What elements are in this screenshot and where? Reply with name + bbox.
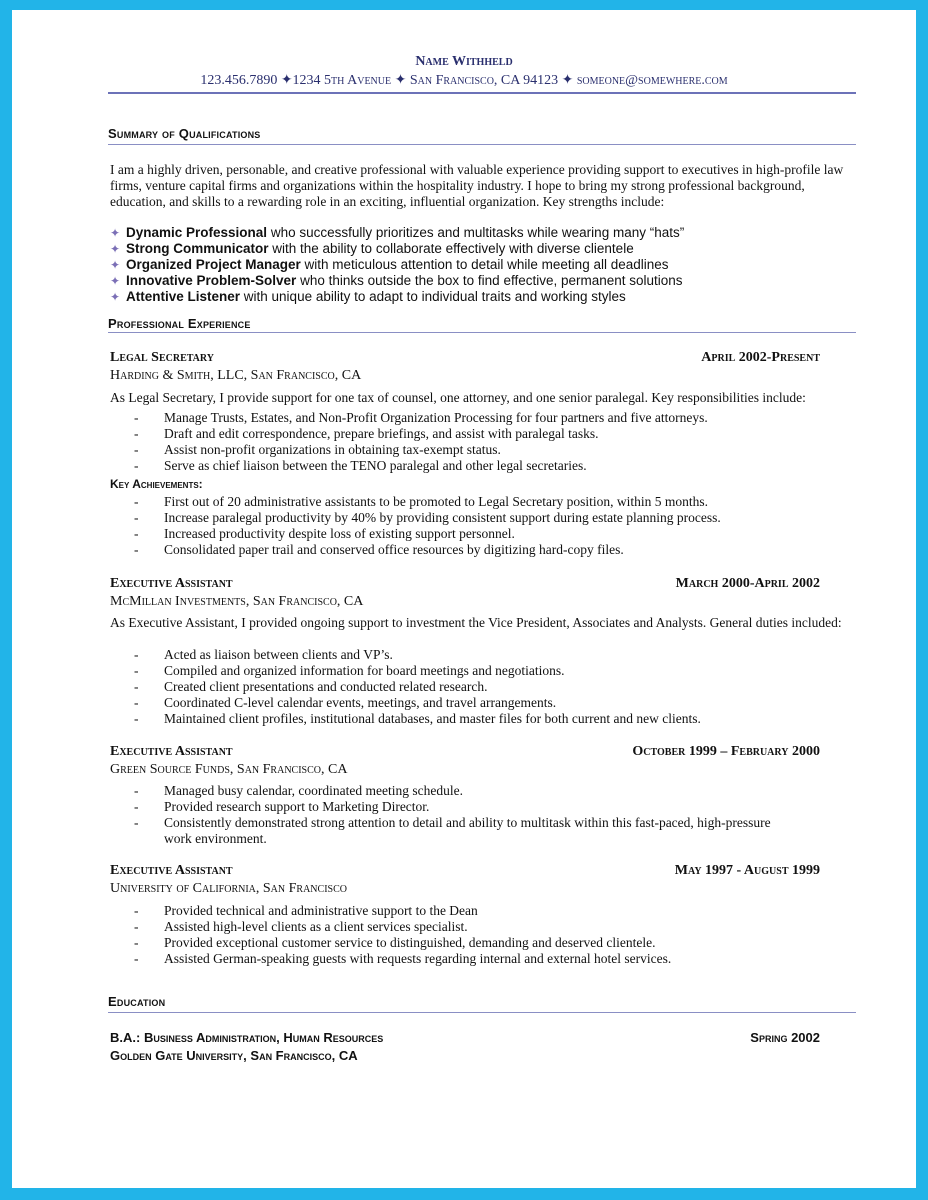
candidate-name: Name Withheld (415, 54, 513, 69)
header-divider (108, 92, 856, 94)
experience-section-title: Professional Experience (108, 316, 251, 331)
education-section-title: Education (108, 994, 166, 1009)
job-intro: As Executive Assistant, I provided ongoing support to investment the Vice President, Associates and Analysts. General duties included: (110, 615, 842, 630)
star-bullet-icon: ✦ (110, 226, 121, 240)
star-bullet-icon: ✦ (110, 242, 121, 256)
star-bullet-icon: ✦ (110, 258, 121, 272)
education-divider (108, 1012, 856, 1013)
summary-paragraph: I am a highly driven, personable, and creative professional with valuable experience providing support to executives in high-profile law firms, venture capital firms and organizations within the hospitality industry. I hope to bring my strong professional background, education, and skills to a rewarding role in an exciting, influential organization. Key strengths include: (110, 162, 844, 209)
job-dates: October 1999 – February 2000 (632, 744, 820, 759)
star-bullet-icon: ✦ (110, 274, 121, 288)
company-name: University of California, San Francisco (110, 881, 347, 896)
school: Golden Gate University, San Francisco, CA (110, 1048, 358, 1063)
company-name: Harding & Smith, LLC, San Francisco, CA (110, 368, 362, 383)
job-title: Executive Assistant (110, 576, 233, 591)
job-dates: April 2002-Present (701, 350, 820, 365)
experience-divider (108, 332, 856, 333)
strength-item: Strong Communicator with the ability to collaborate effectively with diverse clientele (126, 241, 634, 256)
degree: B.A.: Business Administration, Human Resources (110, 1030, 384, 1045)
contact-line: 123.456.7890 ✦1234 5th Avenue ✦ San Francisco, CA 94123 ✦ someone@somewhere.com (200, 73, 728, 88)
job-title: Legal Secretary (110, 350, 214, 365)
degree-date: Spring 2002 (750, 1030, 820, 1045)
summary-section-title: Summary of Qualifications (108, 126, 261, 141)
job-dates: March 2000-April 2002 (675, 576, 820, 591)
strength-item: Innovative Problem-Solver who thinks outside the box to find effective, permanent solutions (126, 273, 683, 288)
job-dates: May 1997 - August 1999 (674, 863, 820, 878)
company-name: McMillan Investments, San Francisco, CA (110, 594, 364, 609)
company-name: Green Source Funds, San Francisco, CA (110, 762, 348, 777)
job-title: Executive Assistant (110, 863, 233, 878)
summary-divider (108, 144, 856, 145)
achievements-label: Key Achievements: (110, 477, 203, 491)
job-title: Executive Assistant (110, 744, 233, 759)
job-intro: As Legal Secretary, I provide support for one tax of counsel, one attorney, and one senior paralegal. Key responsibilities include: (110, 390, 806, 405)
star-bullet-icon: ✦ (110, 290, 121, 304)
strength-item: Attentive Listener with unique ability to adapt to individual traits and working styles (126, 289, 626, 304)
strength-item: Organized Project Manager with meticulous attention to detail while meeting all deadlines (126, 257, 669, 272)
resume-page: Name Withheld 123.456.7890 ✦1234 5th Avenue ✦ San Francisco, CA 94123 ✦ someone@somewhere.com Summary of Qualifications I am a highly driven, personable, and creative professional with valuable experience providing support to executives in high-profile law firms, venture capital firms and organizations within the hospitality industry. I hope to bring my strong professional background, education, and skills to a rewarding role in an exciting, influential organization. Key strengths include: ✦ Dynamic Professional who successfully prioritizes and multitasks while wearing many “hats” ✦ Strong Communicator with the ability to collaborate effectively with diverse clientele ✦ Organized Project Manager with meticulous attention to detail while meeting all deadlines ✦ Innovative Problem-Solver who thinks outside the box to find effective, permanent solutions ✦ Attentive Listener with unique ability to adapt to individual traits and working styles Professional Experience Legal Secretary April 2002-Present Harding & Smith, LLC, San Francisco, CA As Legal Secretary, I provide support for one tax of counsel, one attorney, and one senior paralegal. Key responsibilities include: - Manage Trusts, Estates, and Non-Profit Organization Processing for four partners and five attorneys. - Draft and edit correspondence, prepare briefings, and assist with paralegal tasks. - Assist non-profit organizations in obtaining tax-exempt status. - Serve as chief liaison between the TENO paralegal and other legal secretaries. Key Achievements: - First out of 20 administrative assistants to be promoted to Legal Secretary position, within 5 months. - Increase paralegal productivity by 40% by providing consistent support during estate planning process. - Increased productivity despite loss of existing support personnel. - Consolidated paper trail and conserved office resources by digitizing hard-copy files. Executive Assistant March 2000-April 2002 McMillan Investments, San Francisco, CA As Executive Assistant, I provided ongoing support to investment the Vice President, Associates and Analysts. General duties included: - Acted as liaison between clients and VP’s. - Compiled and organized information for board meetings and negotiations. - Created client presentations and conducted related research. - Coordinated C-level calendar events, meetings, and travel arrangements. - Maintained client profiles, institutional databases, and master files for both current and new clients. Executive Assistant October 1999 – February 2000 Green Source Funds, San Francisco, CA - Managed busy calendar, coordinated meeting schedule. - Provided research support to Marketing Director. - Consistently demonstrated strong attention to detail and ability to multitask within this fast-paced, high-pressure work environment. Executive Assistant May 1997 - August 1999 University of California, San Francisco - Provided technical and administrative support to the Dean - Assisted high-level clients as a client services specialist. - Provided exceptional customer service to distinguished, demanding and deserved clientele. - Assisted German-speaking guests with requests regarding internal and external hotel services. Education B.A.: Business Administration, Human Resources Spring 2002 Golden Gate University, San Francisco, CA (12, 10, 916, 1188)
strength-item: Dynamic Professional who successfully prioritizes and multitasks while wearing many “hats” (126, 225, 685, 240)
